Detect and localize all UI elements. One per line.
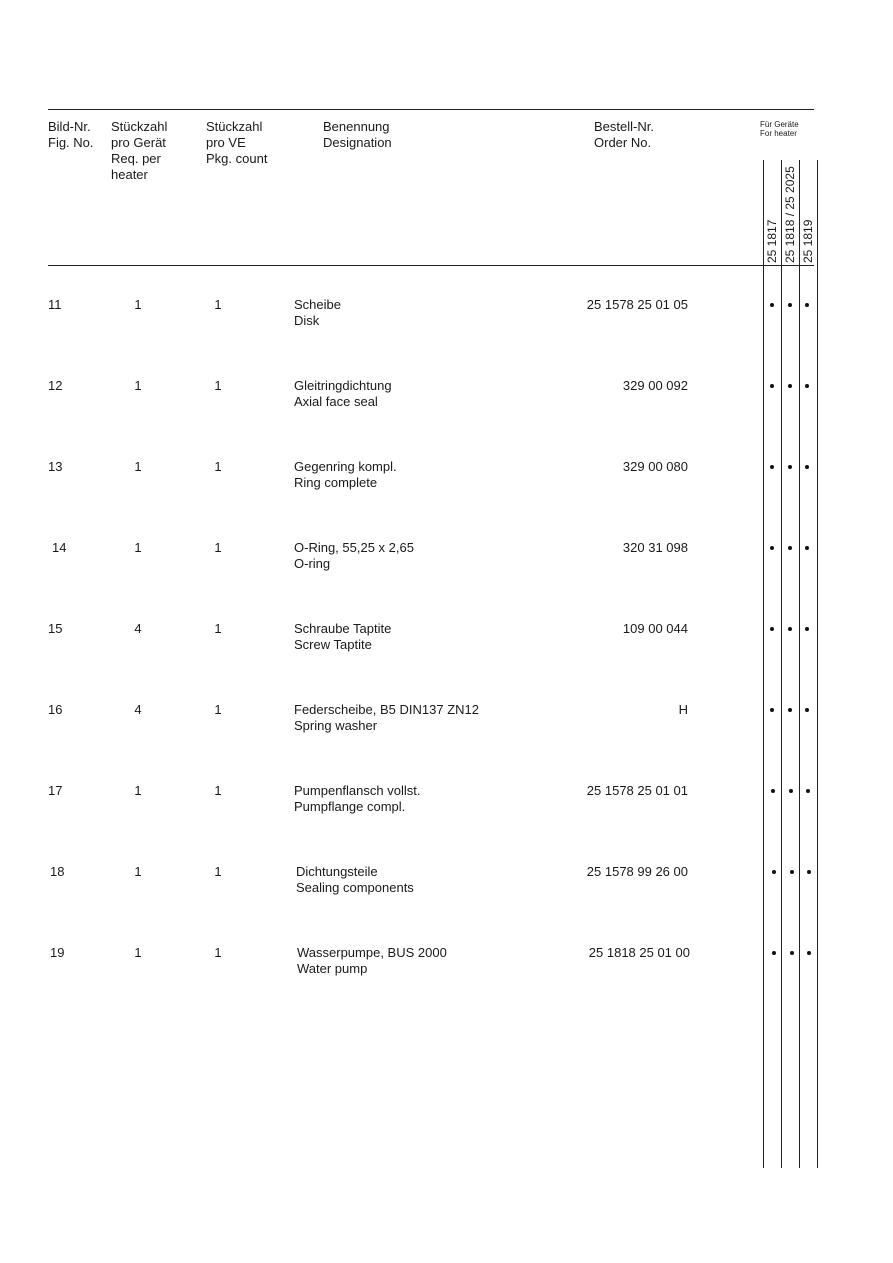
designation-de: Federscheibe, B5 DIN137 ZN12: [294, 702, 479, 717]
fit-dot-2: [788, 465, 792, 469]
header-bottom-rule: [48, 265, 814, 266]
designation: [294, 621, 391, 653]
order-no: 25 1818 25 01 00: [588, 945, 690, 960]
fit-dot-2: [790, 870, 794, 874]
table-row: [0, 702, 893, 742]
fit-dot-3: [805, 627, 809, 631]
header-designation: [323, 119, 392, 151]
header-req-de1: Stückzahl: [111, 119, 168, 134]
designation-en: O-ring: [294, 556, 331, 571]
pkg-count: 1: [214, 297, 222, 312]
fit-dot-1: [771, 789, 775, 793]
table-row: [0, 297, 893, 337]
designation-en: Water pump: [297, 961, 368, 976]
fit-dot-1: [770, 627, 774, 631]
pkg-count: 1: [214, 783, 222, 798]
designation-de: Scheibe: [294, 297, 341, 312]
designation-de: Schraube Taptite: [294, 621, 392, 636]
order-no: 109 00 044: [622, 621, 688, 636]
fit-dot-3: [805, 708, 809, 712]
header-for-heater-de: Für Geräte: [760, 120, 799, 129]
order-no: 25 1578 25 01 05: [586, 297, 688, 312]
fit-dot-1: [772, 951, 776, 955]
designation-de: O-Ring, 55,25 x 2,65: [294, 540, 414, 555]
designation-en: Disk: [294, 313, 320, 328]
fig-no: 15: [48, 621, 63, 636]
table-row: [0, 459, 893, 499]
header-order-de: Bestell-Nr.: [594, 119, 654, 134]
pkg-count: 1: [214, 540, 222, 555]
fit-dot-1: [770, 465, 774, 469]
order-no: 25 1578 25 01 01: [586, 783, 688, 798]
fit-dot-1: [770, 546, 774, 550]
fit-dot-3: [807, 870, 811, 874]
designation-en: Axial face seal: [294, 394, 378, 409]
pkg-count: 1: [214, 378, 222, 393]
designation-en: Spring washer: [294, 718, 378, 733]
header-req-en1: Req. per: [111, 151, 161, 166]
designation-en: Screw Taptite: [294, 637, 372, 652]
pkg-count: 1: [214, 621, 222, 636]
header-pkg-en: Pkg. count: [206, 151, 268, 166]
req-per-heater: 1: [134, 378, 142, 393]
designation-de: Wasserpumpe, BUS 2000: [297, 945, 447, 960]
fit-dot-1: [770, 384, 774, 388]
table-row: [0, 378, 893, 418]
fit-dot-2: [789, 789, 793, 793]
header-for-heater: [760, 120, 799, 138]
table-row: [0, 864, 893, 904]
header-designation-de: Benennung: [323, 119, 390, 134]
designation-de: Pumpenflansch vollst.: [294, 783, 421, 798]
designation: [294, 783, 420, 815]
order-no: 329 00 080: [622, 459, 688, 474]
header-fig-en: Fig. No.: [48, 135, 94, 150]
pkg-count: 1: [214, 864, 222, 879]
designation-de: Gegenring kompl.: [294, 459, 397, 474]
designation-de: Gleitringdichtung: [294, 378, 392, 393]
req-per-heater: 1: [134, 297, 142, 312]
header-pkg-count: [206, 119, 267, 167]
header-fig-no: [48, 119, 94, 151]
table-row: [0, 945, 893, 985]
designation: [294, 702, 479, 734]
fit-dot-2: [788, 546, 792, 550]
model-label-1: 25 1817: [765, 219, 779, 263]
header-req-en2: heater: [111, 167, 148, 182]
req-per-heater: 1: [134, 945, 142, 960]
designation-en: Sealing components: [296, 880, 414, 895]
fit-dot-2: [788, 708, 792, 712]
fig-no: 16: [48, 702, 63, 717]
fit-dot-1: [770, 303, 774, 307]
fig-no: 18: [50, 864, 65, 879]
designation: [294, 378, 392, 410]
fit-dot-3: [805, 546, 809, 550]
designation: [296, 864, 414, 896]
fit-dot-3: [805, 384, 809, 388]
req-per-heater: 1: [134, 864, 142, 879]
table-row: [0, 621, 893, 661]
header-fig-de: Bild-Nr.: [48, 119, 91, 134]
order-no: 320 31 098: [622, 540, 688, 555]
fit-dot-2: [788, 627, 792, 631]
fit-dot-3: [805, 465, 809, 469]
fig-no: 19: [50, 945, 65, 960]
req-per-heater: 1: [134, 540, 142, 555]
table-row: [0, 783, 893, 823]
header-req-de2: pro Gerät: [111, 135, 166, 150]
designation: [297, 945, 447, 977]
model-label-3: 25 1819: [801, 219, 815, 263]
designation: [294, 540, 414, 572]
fit-dot-3: [807, 951, 811, 955]
header-top-rule: [48, 109, 814, 110]
designation-de: Dichtungsteile: [296, 864, 378, 879]
header-for-heater-en: For heater: [760, 129, 797, 138]
fit-dot-2: [788, 384, 792, 388]
order-no: 25 1578 99 26 00: [586, 864, 688, 879]
req-per-heater: 4: [134, 702, 142, 717]
fit-dot-1: [770, 708, 774, 712]
fig-no: 11: [48, 297, 62, 312]
fit-dot-1: [772, 870, 776, 874]
fig-no: 13: [48, 459, 63, 474]
header-pkg-de2: pro VE: [206, 135, 246, 150]
fig-no: 17: [48, 783, 63, 798]
designation: [294, 297, 341, 329]
fit-dot-2: [790, 951, 794, 955]
model-label-2: 25 1818 / 25 2025: [783, 166, 797, 263]
header-designation-en: Designation: [323, 135, 392, 150]
fig-no: 14: [52, 540, 67, 555]
header-order-en: Order No.: [594, 135, 652, 150]
req-per-heater: 1: [134, 783, 142, 798]
designation-en: Pumpflange compl.: [294, 799, 406, 814]
fit-dot-2: [788, 303, 792, 307]
pkg-count: 1: [214, 702, 222, 717]
designation: [294, 459, 397, 491]
pkg-count: 1: [214, 945, 222, 960]
fit-dot-3: [806, 789, 810, 793]
req-per-heater: 4: [134, 621, 142, 636]
req-per-heater: 1: [134, 459, 142, 474]
order-no: 329 00 092: [622, 378, 688, 393]
table-row: [0, 540, 893, 580]
header-pkg-de1: Stückzahl: [206, 119, 263, 134]
header-order-no: [594, 119, 654, 151]
fig-no: 12: [48, 378, 63, 393]
pkg-count: 1: [214, 459, 222, 474]
designation-en: Ring complete: [294, 475, 378, 490]
header-req-per-heater: [111, 119, 167, 183]
fit-dot-3: [805, 303, 809, 307]
order-no: H: [678, 702, 688, 717]
